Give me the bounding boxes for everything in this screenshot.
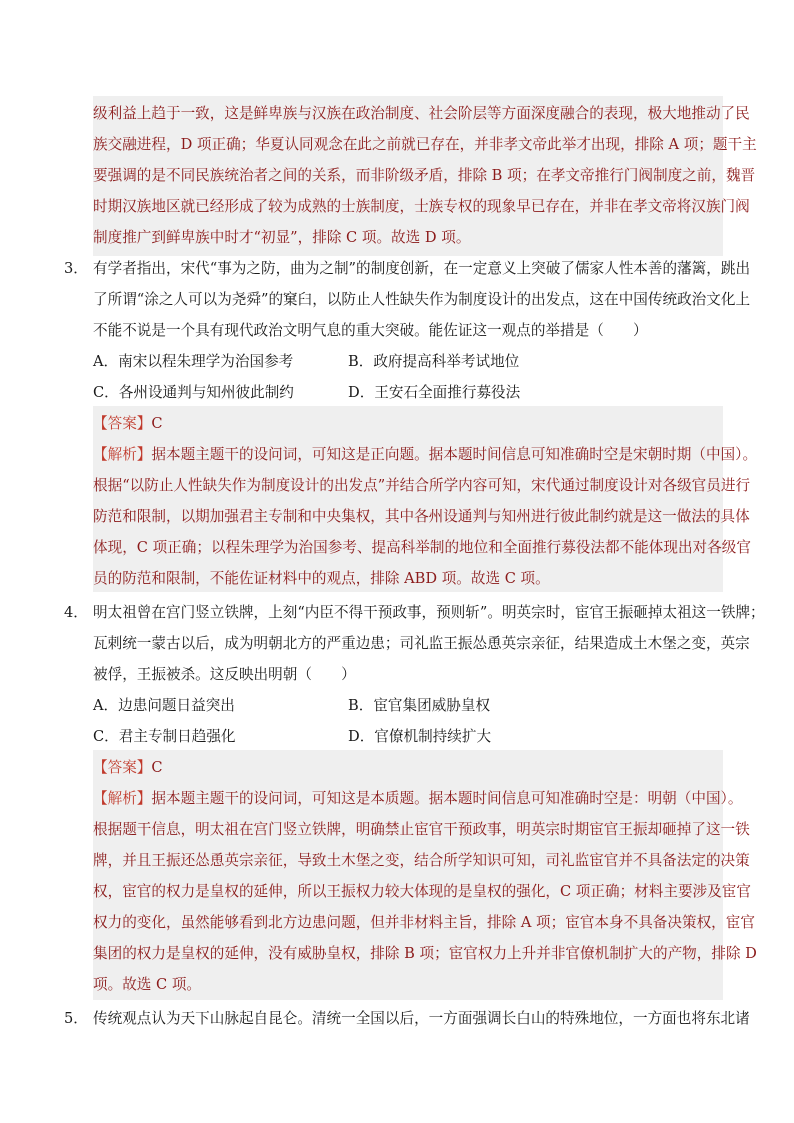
question-number: 4． [64,604,88,621]
analysis-line: 项。故选 C 项。 [93,976,202,993]
option-b: B．政府提高科举考试地位 [348,353,520,370]
answer-block [93,406,723,592]
prev-analysis-line: 族交融进程，D 项正确；华夏认同观念在此之前就已存在，并非孝文帝此举才出现，排除 A 项；题干主 [93,136,757,153]
analysis-line: 集团的权力是皇权的延伸，没有威胁皇权，排除 B 项；宦官权力上升并非官僚机制扩大的产物，排除 D [93,945,757,962]
analysis-line: 防范和限制，以期加强君主专制和中央集权，其中各州设通判与知州进行彼此制约就是这一做法的具体 [93,508,750,525]
option-b: B．宦官集团威胁皇权 [348,697,491,714]
analysis-text: 据本题主题干的设问词，可知这是正向题。据本题时间信息可知准确时空是宋朝时期（中国）。 [151,446,758,463]
analysis-tag: 【解析】 [93,446,152,463]
answer-value: C [151,759,163,776]
analysis-line: 根据“以防止人性缺失作为制度设计的出发点”并结合所学内容可知，宋代通过制度设计对各级官员进行 [93,477,751,494]
question-number: 3． [64,260,88,277]
answer-tag: 【答案】 [93,415,152,432]
option-c: C．各州设通判与知州彼此制约 [93,384,294,401]
answer-line [93,414,163,434]
question-stem-line: 瓦剌统一蒙古以后，成为明朝北方的严重边患；司礼监王振怂恿英宗亲征，结果造成土木堡之变，英宗 [93,635,750,652]
prev-analysis-line: 时期汉族地区就已经形成了较为成熟的士族制度，士族专权的现象早已存在，并非在孝文帝将汉族门阀 [93,198,750,215]
question-stem-line: 明太祖曾在宫门竖立铁牌，上刻“内臣不得干预政事，预则斩”。明英宗时，宦官王振砸掉太祖这一铁牌； [93,604,765,621]
answer-value: C [151,415,163,432]
prev-analysis-line: 级利益上趋于一致，这是鲜卑族与汉族在政治制度、社会阶层等方面深度融合的表现，极大地推动了民 [93,105,750,122]
option-c: C．君主专制日趋强化 [93,728,236,745]
analysis-line: 权力的变化，虽然能够看到北方边患问题，但并非材料主旨，排除 A 项；宦官本身不具备决策权，宦官 [93,914,755,931]
question-number: 5． [64,1010,88,1027]
analysis-line: 体现，C 项正确；以程朱理学为治国参考、提高科举制的地位和全面推行募役法都不能体现出对各级官 [93,539,751,556]
analysis-first-line [93,445,757,465]
question-stem-line: 有学者指出，宋代“事为之防，曲为之制”的制度创新，在一定意义上突破了儒家人性本善的藩篱，跳出 [93,260,751,277]
analysis-line: 牌，并且王振还怂恿英宗亲征，导致土木堡之变，结合所学知识可知，司礼监宦官并不具备法定的决策 [93,852,750,869]
option-a: A．边患问题日益突出 [93,697,235,714]
prev-analysis-line: 要强调的是不同民族统治者之间的关系，而非阶级矛盾，排除 B 项；在孝文帝推行门阀制度之前，魏晋 [93,167,756,184]
analysis-first-line [93,789,742,809]
analysis-line: 权，宦官的权力是皇权的延伸，所以王振权力较大体现的是皇权的强化，C 项正确；材料主要涉及宦官 [93,883,751,900]
analysis-line: 根据题干信息，明太祖在宫门竖立铁牌，明确禁止宦官干预政事，明英宗时期宦官王振却砸掉了这一铁 [93,821,750,838]
analysis-tag: 【解析】 [93,790,152,807]
question-stem-line: 不能不说是一个具有现代政治文明气息的重大突破。能佐证这一观点的举措是（ ） [93,322,648,339]
analysis-text: 据本题主题干的设问词，可知这是本质题。据本题时间信息可知准确时空是：明朝（中国）。 [151,790,743,807]
option-d: D．官僚机制持续扩大 [348,728,492,745]
answer-line [93,758,163,778]
prev-analysis-line: 制度推广到鲜卑族中时才“初显”，排除 C 项。故选 D 项。 [93,229,471,246]
question-stem-line: 了所谓“涂之人可以为尧舜”的窠臼，以防止人性缺失作为制度设计的出发点，这在中国传统政治文化上 [93,291,751,308]
option-a: A．南宋以程朱理学为治国参考 [93,353,294,370]
analysis-line: 员的防范和限制，不能佐证材料中的观点，排除 ABD 项。故选 C 项。 [93,570,550,587]
answer-tag: 【答案】 [93,759,152,776]
question-stem-line: 传统观点认为天下山脉起自昆仑。清统一全国以后，一方面强调长白山的特殊地位，一方面也将东北诸 [93,1010,750,1027]
question-stem-line: 被俘，王振被杀。这反映出明朝（ ） [93,666,356,683]
option-d: D．王安石全面推行募役法 [348,384,521,401]
